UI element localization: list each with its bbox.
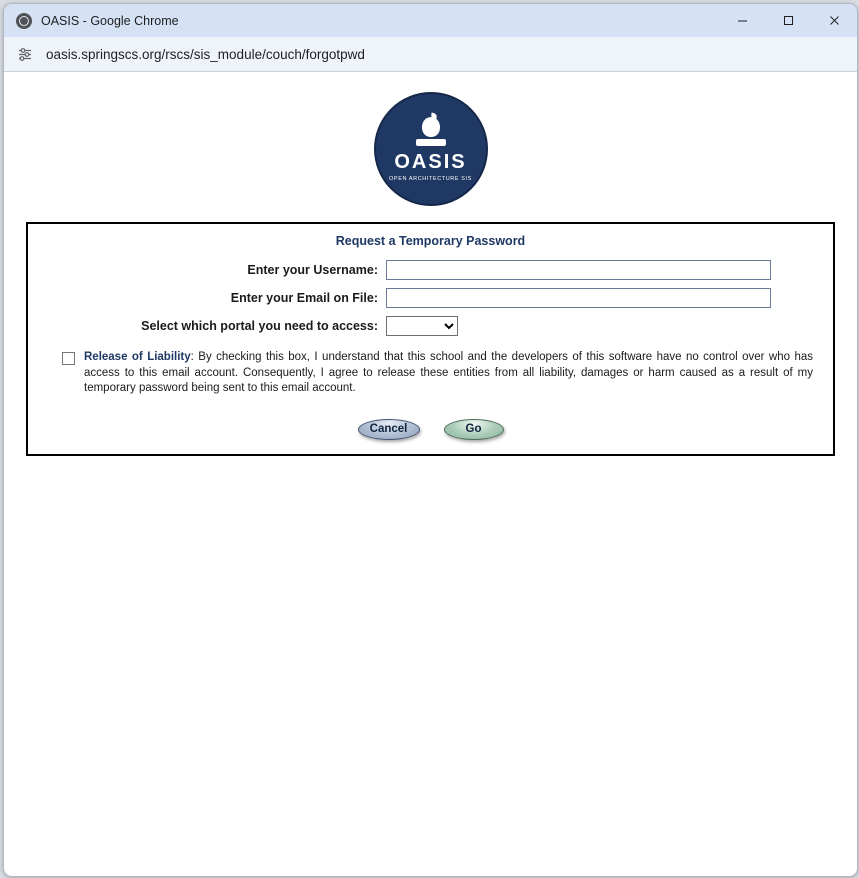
logo-container bbox=[4, 72, 857, 206]
username-input[interactable] bbox=[386, 260, 771, 280]
logo-name: OASIS bbox=[394, 150, 467, 173]
liability-row bbox=[62, 350, 813, 397]
window-controls bbox=[719, 4, 857, 37]
logo-subtitle: OPEN ARCHITECTURE SIS bbox=[389, 175, 472, 182]
page-content bbox=[4, 72, 857, 876]
minimize-icon[interactable] bbox=[719, 4, 765, 37]
book-icon bbox=[416, 139, 446, 146]
liability-body: : By checking this box, I understand that this school and the developers of this software have no control over who has access to this email account. Consequently, I agree to release these entities from all liability, damages or harm caused as a result of my temporary password being sent to this email account. bbox=[84, 351, 813, 395]
forgot-password-form bbox=[26, 222, 835, 456]
email-input[interactable] bbox=[386, 288, 771, 308]
username-label: Enter your Username: bbox=[247, 263, 378, 277]
liability-text bbox=[84, 350, 813, 397]
liability-heading: Release of Liability bbox=[84, 351, 191, 363]
address-bar[interactable] bbox=[4, 37, 857, 72]
form-buttons bbox=[28, 419, 833, 440]
username-row bbox=[28, 260, 833, 280]
title-bar bbox=[4, 4, 857, 37]
url-text[interactable]: oasis.springscs.org/rscs/sis_module/couch/forgotpwd bbox=[46, 46, 365, 62]
browser-window bbox=[3, 3, 858, 877]
oasis-favicon bbox=[16, 13, 32, 29]
go-button[interactable]: Go bbox=[444, 419, 504, 440]
close-icon[interactable] bbox=[811, 4, 857, 37]
window-title: OASIS - Google Chrome bbox=[41, 13, 179, 28]
email-label: Enter your Email on File: bbox=[230, 291, 378, 305]
portal-select[interactable] bbox=[386, 316, 458, 336]
email-row bbox=[28, 288, 833, 308]
portal-row bbox=[28, 316, 833, 336]
liability-checkbox[interactable] bbox=[62, 352, 75, 365]
apple-icon bbox=[422, 117, 440, 137]
site-settings-icon[interactable] bbox=[16, 45, 34, 63]
maximize-icon[interactable] bbox=[765, 4, 811, 37]
form-title: Request a Temporary Password bbox=[335, 234, 526, 248]
cancel-button[interactable]: Cancel bbox=[358, 419, 420, 440]
portal-label: Select which portal you need to access: bbox=[141, 319, 378, 333]
oasis-logo bbox=[374, 92, 488, 206]
